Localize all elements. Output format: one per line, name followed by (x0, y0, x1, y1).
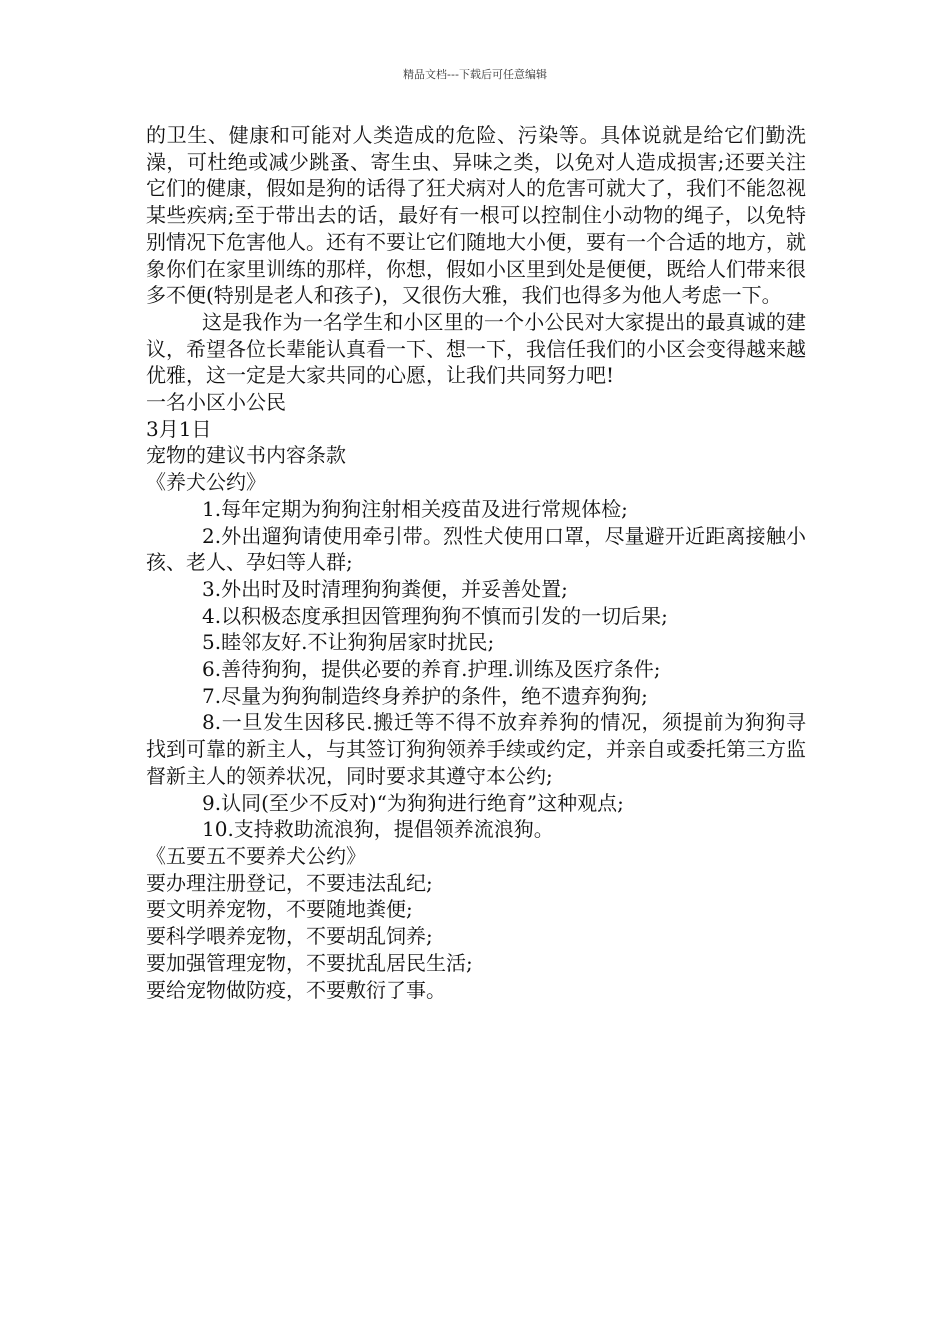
paragraph-suggestion: 这是我作为一名学生和小区里的一个小公民对大家提出的最真诚的建议，希望各位长辈能认真看一下、想一下，我信任我们的小区会变得越来越优雅，这一定是大家共同的心愿，让我们共同努力吧! (146, 309, 806, 388)
five-rules-title: 《五要五不要养犬公约》 (146, 843, 366, 868)
covenant-title: 《养犬公约》 (146, 470, 266, 495)
covenant-item: 4.以积极态度承担因管理狗狗不慎而引发的一切后果; (202, 603, 668, 628)
section-title: 宠物的建议书内容条款 (146, 443, 346, 468)
document-body (146, 122, 806, 1003)
five-rule-item: 要加强管理宠物，不要扰乱居民生活; (146, 950, 473, 975)
covenant-item: 5.睦邻友好.不让狗狗居家时扰民; (202, 630, 495, 655)
five-rule-item: 要办理注册登记，不要违法乱纪; (146, 870, 433, 895)
covenant-item: 10.支持救助流浪狗，提倡领养流浪狗。 (202, 817, 554, 842)
five-rule-item: 要科学喂养宠物，不要胡乱饲养; (146, 924, 433, 949)
date: 3月1日 (146, 416, 212, 441)
covenant-item: 3.外出时及时清理狗狗粪便，并妥善处置; (202, 576, 568, 601)
five-rule-item: 要文明养宠物，不要随地粪便; (146, 897, 413, 922)
covenant-item: 1.每年定期为狗狗注射相关疫苗及进行常规体检; (202, 496, 628, 521)
covenant-item: 7.尽量为狗狗制造终身养护的条件，绝不遗弃狗狗; (202, 683, 648, 708)
signature: 一名小区小公民 (146, 390, 286, 415)
covenant-item: 8.一旦发生因移民.搬迁等不得不放弃养狗的情况，须提前为狗狗寻找到可靠的新主人，与其签订狗狗领养手续或约定，并亲自或委托第三方监督新主人的领养状况，同时要求其遵守本公约; (146, 710, 806, 788)
five-rule-item: 要给宠物做防疫，不要敷衍了事。 (146, 977, 446, 1002)
page-header: 精品文档---下载后可任意编辑 (403, 68, 547, 81)
paragraph-hygiene: 的卫生、健康和可能对人类造成的危险、污染等。具体说就是给它们勤洗澡，可杜绝或减少跳蚤、寄生虫、异味之类，以免对人造成损害;还要关注它们的健康，假如是狗的话得了狂犬病对人的危害可就大了，我们不能忽视某些疾病;至于带出去的话，最好有一根可以控制住小动物的绳子，以免特别情况下危害他人。还有不要让它们随地大小便，要有一个合适的地方，就象你们在家里训练的那样，你想，假如小区里到处是便便，既给人们带来很多不便(特别是老人和孩子)，又很伤大雅，我们也得多为他人考虑一下。 (146, 123, 806, 308)
covenant-item: 9.认同(至少不反对)“为狗狗进行绝育”这种观点; (202, 790, 624, 815)
covenant-item: 2.外出遛狗请使用牵引带。烈性犬使用口罩，尽量避开近距离接触小孩、老人、孕妇等人群; (146, 523, 806, 575)
covenant-item: 6.善待狗狗，提供必要的养育.护理.训练及医疗条件; (202, 657, 661, 682)
